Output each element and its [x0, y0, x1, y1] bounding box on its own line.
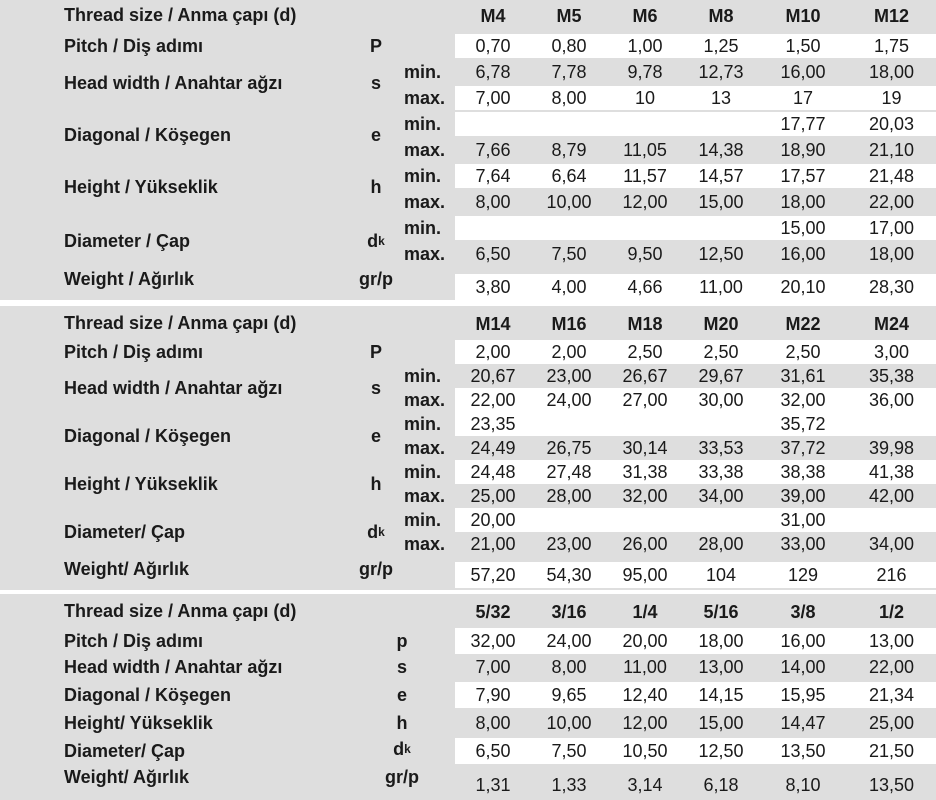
value-cell: 129: [759, 562, 847, 588]
value-cell: M10: [785, 5, 821, 26]
value-cell: M5: [556, 5, 582, 26]
diameter-label: Diameter/ Çap: [64, 521, 186, 542]
value-cell: 38,38: [759, 460, 847, 484]
value-cell: 12,73: [683, 60, 759, 84]
value-cell: 27,00: [607, 388, 683, 412]
value-cell: 28,00: [531, 484, 607, 508]
thread-size-label: Thread size / Anma çapı (d): [64, 4, 297, 25]
value-cell: 14,47: [759, 710, 847, 736]
diam-row: [0, 738, 936, 764]
value-cell: 2,50: [607, 340, 683, 364]
value-cell: 17,00: [847, 216, 936, 240]
value-cell: 10,00: [531, 710, 607, 736]
pitch-row: [0, 340, 936, 364]
h-min-row: [0, 164, 936, 188]
value-cell: 14,57: [683, 164, 759, 188]
value-cell: 7,66: [455, 138, 531, 162]
value-cell: 22,00: [847, 654, 936, 680]
value-cell: M18: [627, 313, 663, 334]
value-cell: M20: [703, 313, 739, 334]
symbol-s: s: [396, 656, 407, 677]
d-max-row: [0, 532, 936, 556]
value-cell: 35,38: [847, 364, 936, 388]
head-width-label: Head width / Anahtar ağzı: [64, 377, 283, 398]
value-cell: 31,00: [759, 508, 847, 532]
value-cell: 8,00: [455, 710, 531, 736]
max-label: max.: [404, 87, 446, 108]
value-cell: 14,00: [759, 654, 847, 680]
value-cell: 18,00: [847, 60, 936, 84]
min-label: min.: [404, 217, 442, 238]
value-cell: 2,50: [759, 340, 847, 364]
value-cell: 2,00: [455, 340, 531, 364]
head-min-row: [0, 60, 936, 84]
diag-min-row: [0, 112, 936, 136]
value-cell: 1,31: [455, 772, 531, 798]
value-cell: 1,25: [683, 34, 759, 58]
value-cell: 54,30: [531, 562, 607, 588]
min-label: min.: [404, 365, 442, 386]
value-cell: [683, 412, 759, 436]
value-cell: 37,72: [759, 436, 847, 460]
diag-min-row: [0, 412, 936, 436]
symbol-s: s: [370, 377, 381, 398]
value-cell: 7,90: [455, 682, 531, 708]
value-cell: M4: [480, 5, 506, 26]
value-cell: [847, 412, 936, 436]
h-max-row: [0, 484, 936, 508]
value-cell: 18,00: [847, 242, 936, 266]
table-metric-2: [0, 306, 936, 590]
diag-row: [0, 682, 936, 708]
value-cell: 11,00: [607, 654, 683, 680]
value-cell: [683, 216, 759, 240]
value-cell: 7,50: [531, 242, 607, 266]
value-cell: 26,67: [607, 364, 683, 388]
value-cell: 16,00: [759, 628, 847, 654]
value-cell: 13,00: [683, 654, 759, 680]
head-width-label: Head width / Anahtar ağzı: [64, 72, 283, 93]
value-cell: 35,72: [759, 412, 847, 436]
value-cell: 31,38: [607, 460, 683, 484]
diagonal-label: Diagonal / Köşegen: [64, 684, 232, 705]
value-cell: 4,00: [531, 274, 607, 300]
value-cell: 31,61: [759, 364, 847, 388]
value-cell: 8,10: [759, 772, 847, 798]
value-cell: 28,30: [847, 274, 936, 300]
table-inch: [0, 594, 936, 800]
value-cell: M16: [551, 313, 587, 334]
value-cell: 1,00: [607, 34, 683, 58]
value-cell: 11,05: [607, 138, 683, 162]
value-cell: 1,50: [759, 34, 847, 58]
d-min-row: [0, 216, 936, 240]
height-row: [0, 710, 936, 736]
max-label: max.: [404, 243, 446, 264]
head-width-label: Head width / Anahtar ağzı: [64, 656, 283, 677]
symbol-P: P: [369, 35, 382, 56]
size-header-row: [0, 310, 936, 338]
value-cell: 3/16: [551, 601, 587, 622]
symbol-P: P: [369, 341, 382, 362]
value-cell: 20,10: [759, 274, 847, 300]
value-cell: 12,50: [683, 738, 759, 764]
value-cell: 2,50: [683, 340, 759, 364]
value-cell: 5/32: [475, 601, 511, 622]
value-cell: [683, 508, 759, 532]
value-cell: 32,00: [455, 628, 531, 654]
value-cell: 9,50: [607, 242, 683, 266]
height-label: Height / Yükseklik: [64, 176, 218, 197]
value-cell: 3,14: [607, 772, 683, 798]
value-cell: 5/16: [703, 601, 739, 622]
value-cell: 30,14: [607, 436, 683, 460]
diagonal-label: Diagonal / Köşegen: [64, 124, 232, 145]
symbol-e: e: [396, 684, 407, 705]
value-cell: 25,00: [847, 710, 936, 736]
diameter-label: Diameter/ Çap: [64, 740, 186, 761]
value-cell: M6: [632, 5, 658, 26]
weight-label: Weight / Ağırlık: [64, 268, 195, 289]
symbol-k: k: [378, 525, 385, 539]
value-cell: [607, 216, 683, 240]
symbol-e: e: [370, 425, 381, 446]
value-cell: 20,00: [455, 508, 531, 532]
value-cell: 21,10: [847, 138, 936, 162]
value-cell: 27,48: [531, 460, 607, 484]
diag-max-row: [0, 436, 936, 460]
value-cell: 28,00: [683, 532, 759, 556]
value-cell: 12,40: [607, 682, 683, 708]
value-cell: 23,00: [531, 532, 607, 556]
value-cell: 0,70: [455, 34, 531, 58]
value-cell: 20,03: [847, 112, 936, 136]
max-label: max.: [404, 485, 446, 506]
value-cell: 14,38: [683, 138, 759, 162]
value-cell: 30,00: [683, 388, 759, 412]
value-cell: 57,20: [455, 562, 531, 588]
value-cell: 12,00: [607, 190, 683, 214]
min-label: min.: [404, 509, 442, 530]
thread-size-label: Thread size / Anma çapı (d): [64, 600, 297, 621]
value-cell: 6,18: [683, 772, 759, 798]
value-cell: 3,80: [455, 274, 531, 300]
value-cell: [683, 112, 759, 136]
value-cell: [531, 412, 607, 436]
value-cell: 18,00: [759, 190, 847, 214]
value-cell: 6,50: [455, 738, 531, 764]
value-cell: 13,50: [759, 738, 847, 764]
d-max-row: [0, 242, 936, 266]
pitch-row: [0, 34, 936, 58]
max-label: max.: [404, 139, 446, 160]
value-cell: [847, 508, 936, 532]
value-cell: 21,50: [847, 738, 936, 764]
value-cell: 2,00: [531, 340, 607, 364]
d-min-row: [0, 508, 936, 532]
weight-label: Weight/ Ağırlık: [64, 766, 190, 787]
value-cell: [455, 112, 531, 136]
value-cell: 8,00: [531, 654, 607, 680]
value-cell: 8,00: [531, 86, 607, 110]
symbol-grp: gr/p: [359, 558, 393, 579]
value-cell: 95,00: [607, 562, 683, 588]
value-cell: 23,35: [455, 412, 531, 436]
value-cell: [607, 508, 683, 532]
value-cell: 1/4: [632, 601, 658, 622]
value-cell: 12,00: [607, 710, 683, 736]
diag-max-row: [0, 138, 936, 162]
symbol-d: d: [367, 521, 379, 542]
value-cell: 16,00: [759, 60, 847, 84]
value-cell: 7,00: [455, 654, 531, 680]
value-cell: 1,33: [531, 772, 607, 798]
value-cell: 9,78: [607, 60, 683, 84]
value-cell: 18,00: [683, 628, 759, 654]
value-cell: 9,65: [531, 682, 607, 708]
size-header-row: [0, 598, 936, 626]
value-cell: 6,78: [455, 60, 531, 84]
value-cell: 39,00: [759, 484, 847, 508]
value-cell: 0,80: [531, 34, 607, 58]
value-cell: 7,00: [455, 86, 531, 110]
value-cell: 21,34: [847, 682, 936, 708]
symbol-p: p: [396, 630, 408, 651]
value-cell: 1/2: [878, 601, 905, 622]
value-cell: M22: [785, 313, 821, 334]
value-cell: 24,00: [531, 628, 607, 654]
min-label: min.: [404, 461, 442, 482]
symbol-grp: gr/p: [359, 268, 393, 289]
value-cell: 33,53: [683, 436, 759, 460]
value-cell: 20,67: [455, 364, 531, 388]
min-label: min.: [404, 61, 442, 82]
head-min-row: [0, 364, 936, 388]
value-cell: 8,00: [455, 190, 531, 214]
symbol-grp: gr/p: [385, 766, 419, 787]
size-header-row: [0, 2, 936, 30]
value-cell: 22,00: [847, 190, 936, 214]
value-cell: 18,90: [759, 138, 847, 162]
weight-row: [0, 562, 936, 588]
value-cell: 15,95: [759, 682, 847, 708]
value-cell: 13,50: [847, 772, 936, 798]
h-min-row: [0, 460, 936, 484]
table-metric-1: [0, 0, 936, 300]
value-cell: 4,66: [607, 274, 683, 300]
value-cell: 16,00: [759, 242, 847, 266]
value-cell: 1,75: [847, 34, 936, 58]
weight-row: [0, 772, 936, 798]
value-cell: 39,98: [847, 436, 936, 460]
value-cell: 42,00: [847, 484, 936, 508]
value-cell: 3,00: [847, 340, 936, 364]
diameter-label: Diameter / Çap: [64, 230, 191, 251]
value-cell: 10,00: [531, 190, 607, 214]
max-label: max.: [404, 191, 446, 212]
pitch-label: Pitch / Diş adımı: [64, 35, 204, 56]
value-cell: [455, 216, 531, 240]
value-cell: [607, 112, 683, 136]
value-cell: 33,38: [683, 460, 759, 484]
symbol-h: h: [370, 176, 382, 197]
value-cell: 3/8: [790, 601, 816, 622]
symbol-e: e: [370, 124, 381, 145]
value-cell: 13: [683, 86, 759, 110]
value-cell: 26,75: [531, 436, 607, 460]
value-cell: 104: [683, 562, 759, 588]
value-cell: 41,38: [847, 460, 936, 484]
value-cell: 6,50: [455, 242, 531, 266]
max-label: max.: [404, 437, 446, 458]
value-cell: 24,48: [455, 460, 531, 484]
value-cell: 23,00: [531, 364, 607, 388]
value-cell: 29,67: [683, 364, 759, 388]
value-cell: 11,57: [607, 164, 683, 188]
value-cell: 15,00: [759, 216, 847, 240]
symbol-k: k: [404, 742, 411, 756]
value-cell: 17: [759, 86, 847, 110]
value-cell: 33,00: [759, 532, 847, 556]
weight-label: Weight/ Ağırlık: [64, 558, 190, 579]
value-cell: 8,79: [531, 138, 607, 162]
value-cell: 32,00: [759, 388, 847, 412]
head-row: [0, 654, 936, 680]
value-cell: 15,00: [683, 710, 759, 736]
value-cell: 34,00: [683, 484, 759, 508]
value-cell: M12: [873, 5, 909, 26]
head-max-row: [0, 388, 936, 412]
value-cell: 10: [607, 86, 683, 110]
value-cell: 34,00: [847, 532, 936, 556]
symbol-h: h: [370, 473, 382, 494]
min-label: min.: [404, 165, 442, 186]
value-cell: 7,50: [531, 738, 607, 764]
value-cell: 24,00: [531, 388, 607, 412]
value-cell: 21,00: [455, 532, 531, 556]
value-cell: [607, 412, 683, 436]
value-cell: 19: [847, 86, 936, 110]
symbol-s: s: [370, 72, 381, 93]
value-cell: 216: [847, 562, 936, 588]
value-cell: M8: [708, 5, 734, 26]
pitch-label: Pitch / Diş adımı: [64, 630, 204, 651]
value-cell: 36,00: [847, 388, 936, 412]
h-max-row: [0, 190, 936, 214]
value-cell: 7,78: [531, 60, 607, 84]
value-cell: 11,00: [683, 274, 759, 300]
value-cell: [531, 216, 607, 240]
max-label: max.: [404, 533, 446, 554]
value-cell: 26,00: [607, 532, 683, 556]
min-label: min.: [404, 413, 442, 434]
value-cell: 17,57: [759, 164, 847, 188]
pitch-label: Pitch / Diş adımı: [64, 341, 204, 362]
pitch-row: [0, 628, 936, 654]
value-cell: 32,00: [607, 484, 683, 508]
min-label: min.: [404, 113, 442, 134]
value-cell: M24: [873, 313, 909, 334]
value-cell: 20,00: [607, 628, 683, 654]
value-cell: 24,49: [455, 436, 531, 460]
symbol-k: k: [378, 234, 385, 248]
symbol-h: h: [396, 712, 408, 733]
value-cell: M14: [475, 313, 511, 334]
weight-row: [0, 274, 936, 300]
value-cell: [531, 508, 607, 532]
value-cell: 17,77: [759, 112, 847, 136]
height-label: Height/ Yükseklik: [64, 712, 213, 733]
thread-size-label: Thread size / Anma çapı (d): [64, 312, 297, 333]
value-cell: 15,00: [683, 190, 759, 214]
value-cell: [531, 112, 607, 136]
height-label: Height / Yükseklik: [64, 473, 218, 494]
value-cell: 25,00: [455, 484, 531, 508]
value-cell: 21,48: [847, 164, 936, 188]
value-cell: 22,00: [455, 388, 531, 412]
symbol-d: d: [393, 738, 405, 759]
value-cell: 12,50: [683, 242, 759, 266]
value-cell: 13,00: [847, 628, 936, 654]
diagonal-label: Diagonal / Köşegen: [64, 425, 232, 446]
max-label: max.: [404, 389, 446, 410]
value-cell: 7,64: [455, 164, 531, 188]
symbol-d: d: [367, 230, 379, 251]
head-max-row: [0, 86, 936, 110]
value-cell: 10,50: [607, 738, 683, 764]
value-cell: 6,64: [531, 164, 607, 188]
value-cell: 14,15: [683, 682, 759, 708]
